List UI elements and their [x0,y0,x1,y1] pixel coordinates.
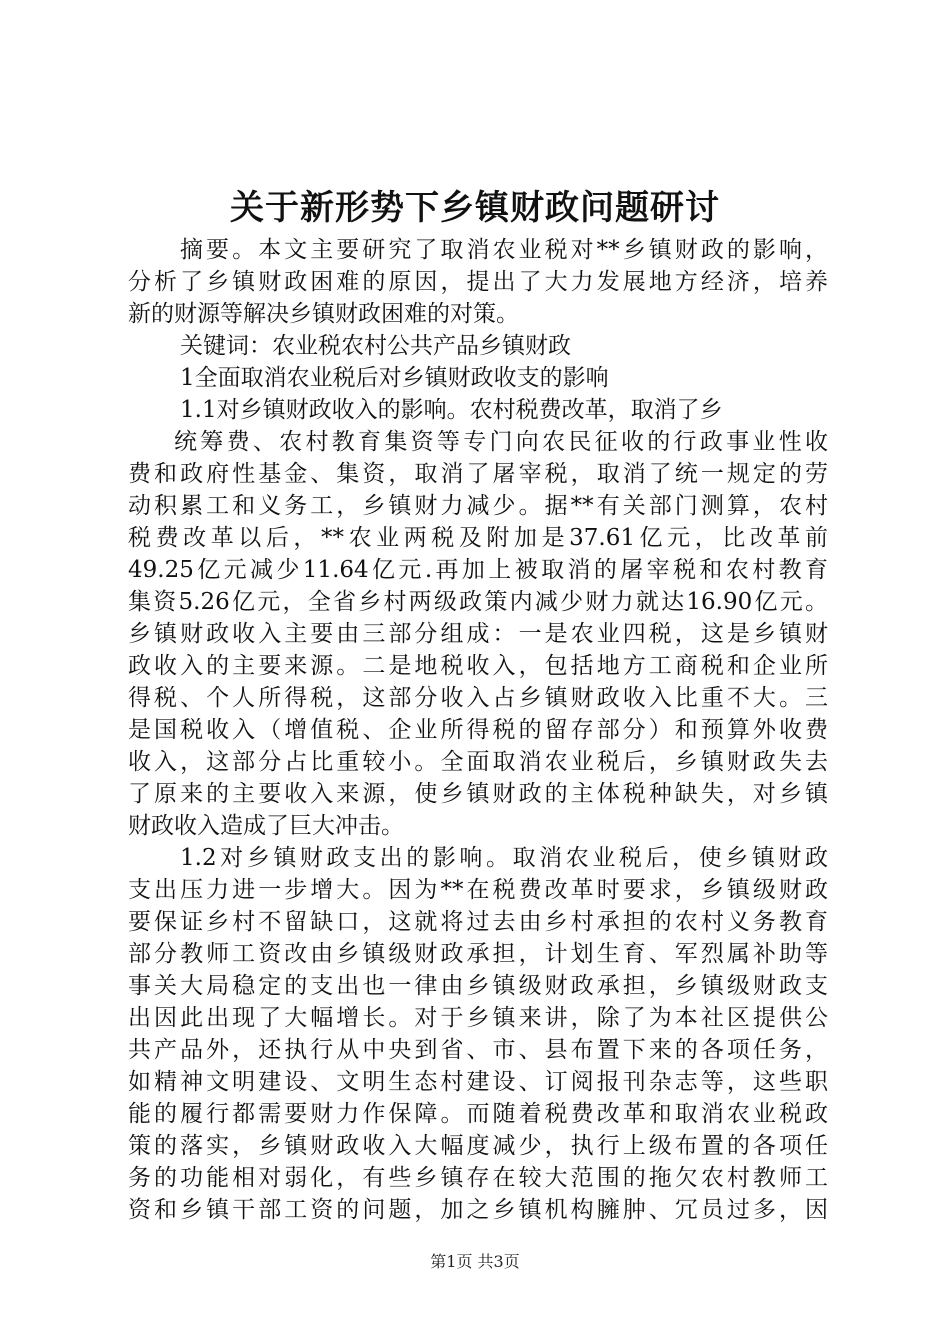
document-title: 关于新形势下乡镇财政问题研讨 [230,188,720,228]
paragraph-line: 1.1对乡镇财政收入的影响。农村税费改革，取消了乡 [180,397,723,423]
paragraph-line: 资和乡镇干部工资的问题，加之乡镇机构臃肿、冗员过多，因 [128,1197,828,1223]
section-heading: 1全面取消农业税后对乡镇财政收支的影响 [180,365,609,391]
keywords-line: 关键词：农业税农村公共产品乡镇财政 [180,333,571,359]
paragraph-line: 部分教师工资改由乡镇级财政承担，计划生育、军烈属补助等 [128,941,828,967]
paragraph-line: 共产品外，还执行从中央到省、市、县布置下来的各项任务， [128,1037,828,1063]
paragraph-line: 收入，这部分占比重较小。全面取消农业税后，乡镇财政失去 [128,749,828,775]
paragraph-line: 要保证乡村不留缺口，这就将过去由乡村承担的农村义务教育 [128,909,828,935]
paragraph-line: 动积累工和义务工，乡镇财力减少。据**有关部门测算，农村 [128,493,828,519]
page-number: 第1页 共3页 [430,1252,520,1271]
paragraph-line: 费和政府性基金、集资，取消了屠宰税，取消了统一规定的劳 [128,461,828,487]
document-body [128,234,828,1226]
abstract-line: 摘要。本文主要研究了取消农业税对**乡镇财政的影响， [180,237,828,263]
paragraph-line: 了原来的主要收入来源，使乡镇财政的主体税种缺失，对乡镇 [128,781,828,807]
paragraph-line: 能的履行都需要财力作保障。而随着税费改革和取消农业税政 [128,1101,828,1127]
abstract-line: 分析了乡镇财政困难的原因，提出了大力发展地方经济，培养 [128,269,828,295]
paragraph-line: 策的落实，乡镇财政收入大幅度减少，执行上级布置的各项任 [128,1133,828,1159]
paragraph-line: 支出压力进一步增大。因为**在税费改革时要求，乡镇级财政 [128,877,828,903]
paragraph-line: 集资5.26亿元，全省乡村两级政策内减少财力就达16.90亿元。 [128,589,828,615]
paragraph-line: 事关大局稳定的支出也一律由乡镇级财政承担，乡镇级财政支 [128,973,828,999]
paragraph-line: 是国税收入（增值税、企业所得税的留存部分）和预算外收费 [128,717,828,743]
paragraph-line: 税费改革以后，**农业两税及附加是37.61亿元，比改革前 [128,525,828,551]
paragraph-line: 财政收入造成了巨大冲击。 [128,813,404,839]
paragraph-line: 务的功能相对弱化，有些乡镇存在较大范围的拖欠农村教师工 [128,1165,828,1191]
abstract-line: 新的财源等解决乡镇财政困难的对策。 [128,301,519,327]
paragraph-line: 如精神文明建设、文明生态村建设、订阅报刊杂志等，这些职 [128,1069,828,1095]
paragraph-line: 统筹费、农村教育集资等专门向农民征收的行政事业性收 [174,429,828,455]
paragraph-line: 得税、个人所得税，这部分收入占乡镇财政收入比重不大。三 [128,685,828,711]
paragraph-line: 政收入的主要来源。二是地税收入，包括地方工商税和企业所 [128,653,828,679]
paragraph-line: 49.25亿元减少11.64亿元.再加上被取消的屠宰税和农村教育 [128,557,828,583]
paragraph-line: 1.2对乡镇财政支出的影响。取消农业税后，使乡镇财政 [180,845,828,871]
paragraph-line: 出因此出现了大幅增长。对于乡镇来讲，除了为本社区提供公 [128,1005,828,1031]
paragraph-line: 乡镇财政收入主要由三部分组成：一是农业四税，这是乡镇财 [128,621,828,647]
